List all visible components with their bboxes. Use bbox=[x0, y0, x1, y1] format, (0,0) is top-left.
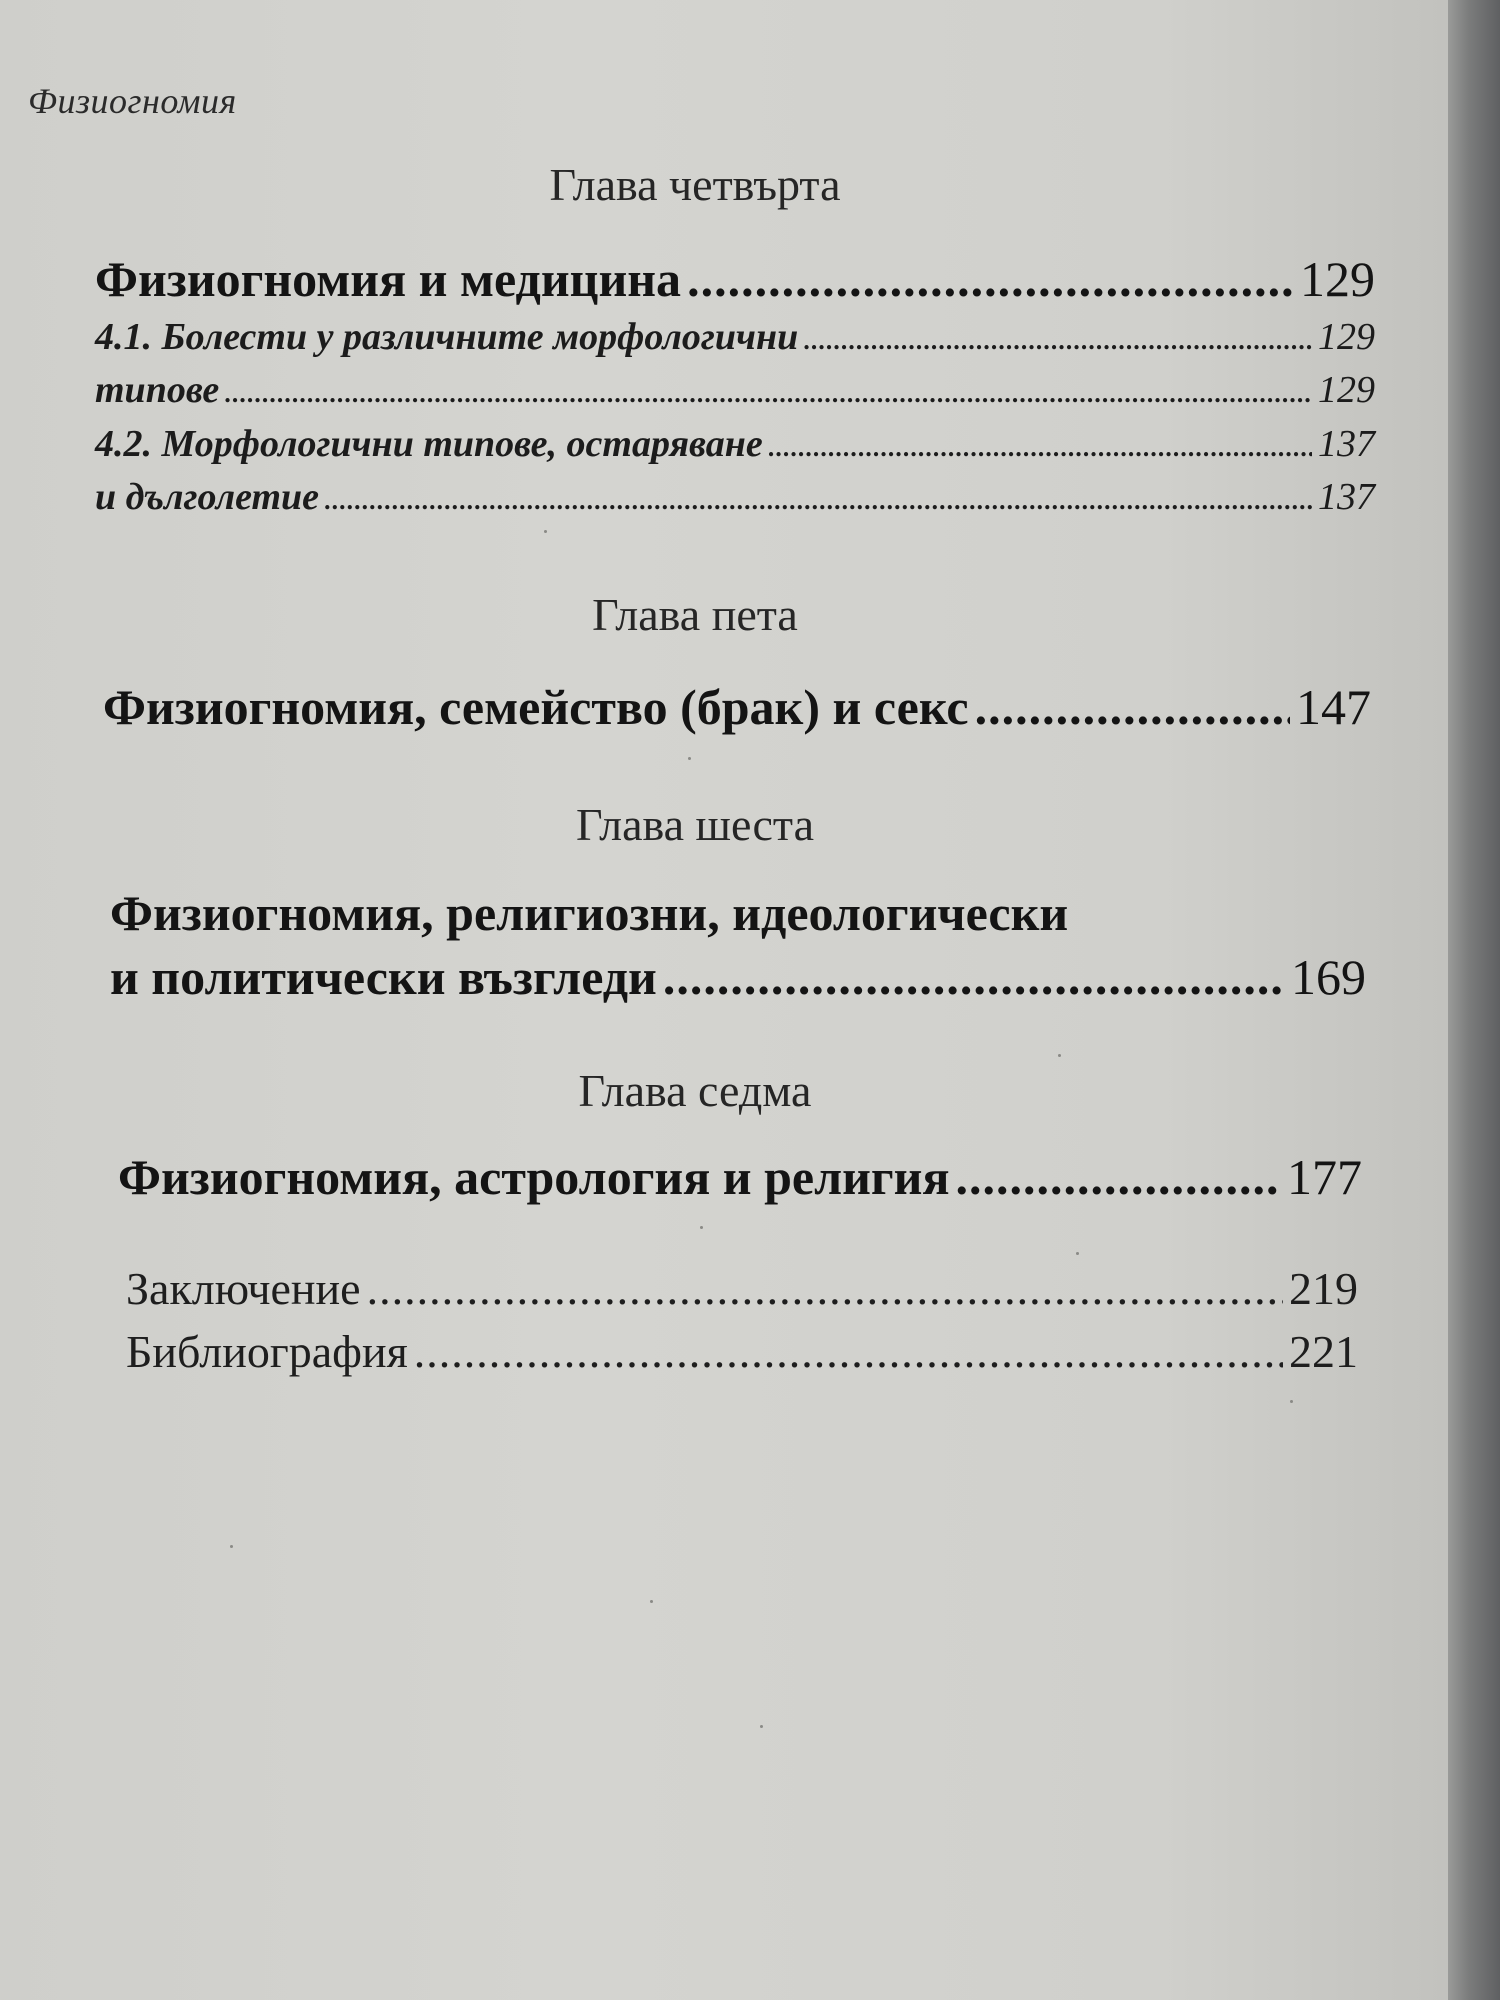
toc-entry-page: 177 bbox=[1287, 1149, 1362, 1205]
dot-leader bbox=[414, 1325, 1283, 1378]
toc-subentry-4-1 bbox=[95, 315, 1375, 359]
toc-entry-medicine bbox=[95, 250, 1375, 308]
chapter-seven-label: Глава седма bbox=[578, 1065, 812, 1116]
dot-leader bbox=[804, 326, 1312, 356]
toc-entry-family bbox=[103, 678, 1371, 736]
dot-leader bbox=[769, 433, 1312, 463]
toc-entry-title: Физиогномия, астрология и религия bbox=[118, 1149, 950, 1205]
dot-leader bbox=[225, 379, 1312, 409]
dot-leader bbox=[975, 678, 1290, 736]
toc-subentry-title: 4.1. Болести у различните морфологични bbox=[95, 316, 799, 358]
dot-leader bbox=[325, 486, 1312, 516]
paper-speck bbox=[1058, 1054, 1061, 1057]
paper-speck bbox=[1076, 1252, 1079, 1255]
paper-speck bbox=[700, 1226, 703, 1229]
toc-subentry-title: типове bbox=[95, 369, 220, 411]
toc-entry-religion-line2 bbox=[110, 948, 1366, 1006]
toc-subentry-title: и дълголетие bbox=[95, 476, 320, 518]
paper-speck bbox=[650, 1600, 653, 1603]
paper-speck bbox=[544, 530, 547, 533]
toc-entry-title: и политически възгледи bbox=[110, 949, 657, 1005]
toc-entry-page: 147 bbox=[1296, 679, 1371, 735]
toc-subentry-4-1-cont bbox=[95, 368, 1375, 412]
dot-leader bbox=[687, 250, 1294, 308]
toc-entry-page: 221 bbox=[1289, 1326, 1358, 1377]
dot-leader bbox=[956, 1148, 1282, 1206]
toc-subentry-title: 4.2. Морфологични типове, остаряване bbox=[95, 423, 763, 465]
paper-speck bbox=[760, 1725, 763, 1728]
toc-entry-religion-line1: Физиогномия, религиозни, идеологически bbox=[110, 885, 1069, 941]
toc-subentry-4-2-cont bbox=[95, 475, 1375, 519]
page-edge-shadow bbox=[1448, 0, 1500, 2000]
chapter-six-label: Глава шеста bbox=[575, 799, 815, 850]
dot-leader bbox=[367, 1262, 1283, 1315]
toc-subentry-4-2 bbox=[95, 422, 1375, 466]
toc-entry-conclusion bbox=[126, 1262, 1358, 1315]
toc-entry-bibliography bbox=[126, 1325, 1358, 1378]
toc-entry-title: Заключение bbox=[126, 1263, 361, 1314]
chapter-five-label: Глава пета bbox=[592, 589, 798, 640]
toc-entry-page: 219 bbox=[1289, 1263, 1358, 1314]
dot-leader bbox=[663, 948, 1285, 1006]
toc-entry-page: 129 bbox=[1300, 251, 1375, 307]
toc-entry-astrology bbox=[118, 1148, 1362, 1206]
paper-speck bbox=[1290, 1400, 1293, 1403]
toc-entry-title: Библиография bbox=[126, 1326, 408, 1377]
paper-speck bbox=[230, 1545, 233, 1548]
running-head: Физиогномия bbox=[28, 81, 237, 121]
paper-speck bbox=[688, 757, 691, 760]
toc-subentry-page: 137 bbox=[1318, 476, 1375, 518]
toc-entry-page: 169 bbox=[1291, 949, 1366, 1005]
chapter-four-label: Глава четвърта bbox=[549, 159, 841, 210]
toc-entry-title: Физиогномия, семейство (брак) и секс bbox=[103, 679, 969, 735]
toc-subentry-page: 129 bbox=[1318, 316, 1375, 358]
toc-entry-title: Физиогномия и медицина bbox=[95, 251, 682, 307]
toc-subentry-page: 137 bbox=[1318, 423, 1375, 465]
toc-subentry-page: 129 bbox=[1318, 369, 1375, 411]
